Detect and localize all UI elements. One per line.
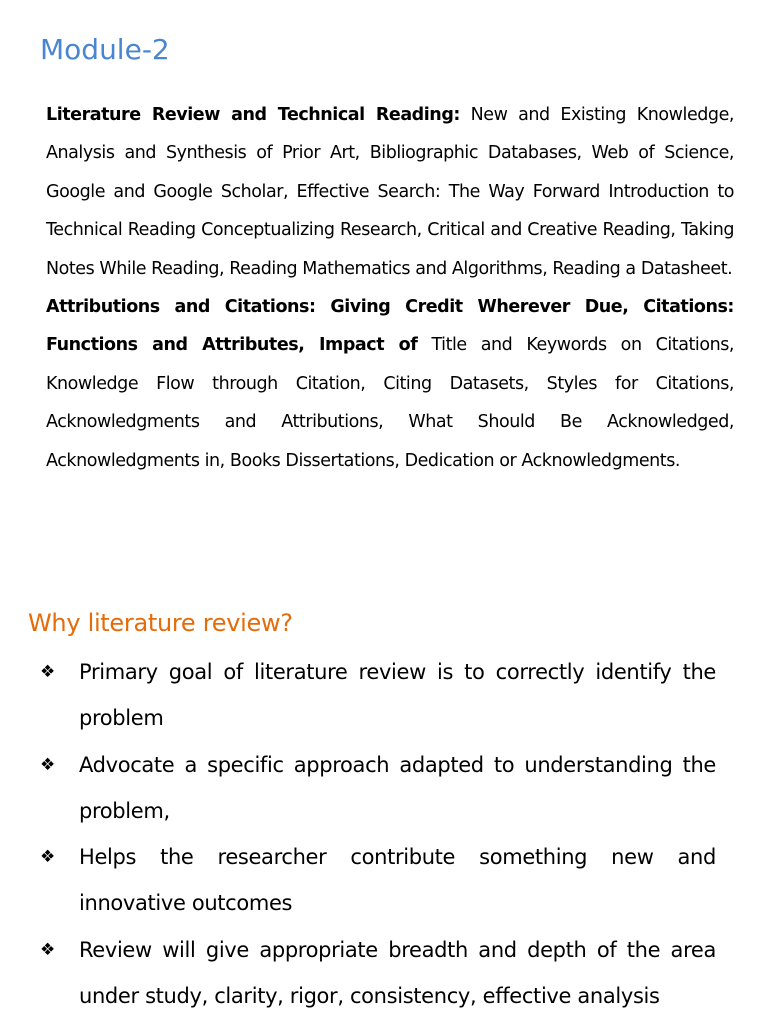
diamond-bullet-icon: ❖	[40, 847, 55, 868]
list-item	[40, 834, 716, 927]
list-item	[40, 649, 716, 742]
list-item-text: Primary goal of literature review is to correctly identify the problem	[79, 660, 716, 731]
why-literature-review-list	[40, 649, 716, 1019]
list-item-text: Helps the researcher contribute something new and innovative outcomes	[79, 845, 716, 916]
syllabus-heading-literature-review: Literature Review and Technical Reading:	[46, 105, 460, 125]
syllabus-text	[46, 96, 734, 480]
syllabus-heading-attributions: Attributions and Citations: Giving Credit Wherever Due, Citations: Functions and Attributes, Impact of	[46, 297, 734, 356]
list-item	[40, 927, 716, 1020]
diamond-bullet-icon: ❖	[40, 939, 55, 960]
syllabus-body-literature-review: New and Existing Knowledge, Analysis and Synthesis of Prior Art, Bibliographic Databases, Web of Science, Google and Google Scholar, Effective Search: The Way Forward Introduction to Technical Reading Conceptualizing Research, Critical and Creative Reading, Taking Notes While Reading, Reading Mathematics and Algorithms, Reading a Datasheet.	[46, 105, 735, 279]
list-item-text: Advocate a specific approach adapted to understanding the problem,	[79, 752, 716, 823]
syllabus-paragraph-literature-review	[46, 96, 734, 288]
module-title: Module-2	[40, 33, 170, 66]
syllabus-paragraph-attributions	[46, 288, 734, 480]
syllabus-body-attributions: Title and Keywords on Citations, Knowledge Flow through Citation, Citing Datasets, Styles for Citations, Acknowledgments and Attributions, What Should Be Acknowledged, Acknowledgments in, Books Dissertations, Dedication or Acknowledgments.	[46, 335, 734, 471]
list-item	[40, 742, 716, 835]
section-title-why-literature-review: Why literature review?	[28, 609, 293, 637]
diamond-bullet-icon: ❖	[40, 662, 55, 682]
diamond-bullet-icon: ❖	[40, 754, 55, 775]
list-item-text: Review will give appropriate breadth and depth of the area under study, clarity, rigor, consistency, effective analysis	[79, 937, 716, 1009]
